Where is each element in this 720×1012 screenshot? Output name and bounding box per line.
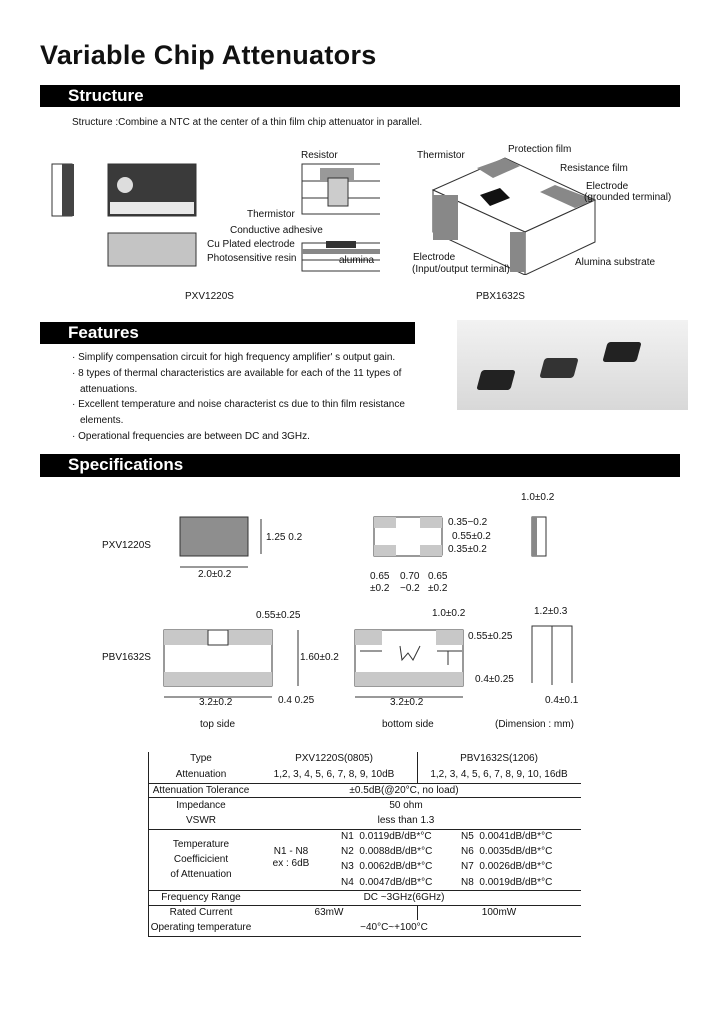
row-frequency-label: Frequency Range: [161, 892, 241, 903]
label-resistance-film: Resistance film: [560, 163, 628, 174]
label-resistor: Resistor: [301, 150, 338, 161]
tc-n5: N5 0.0041dB/dB*°C: [461, 831, 553, 842]
dim-pbv-side-w: 1.2±0.3: [534, 606, 568, 617]
label-conductive-adhesive: Conductive adhesive: [230, 225, 323, 236]
type-pxv: PXV1220S(0805): [295, 753, 373, 764]
dim-pbv-b-width: 3.2±0.2: [390, 697, 424, 708]
feature-3: · Excellent temperature and noise characterist cs due to thin film resistance: [72, 399, 405, 410]
frequency-value: DC ~3GHz(6GHz): [363, 892, 445, 903]
dim-pbv-b-a: 0.55±0.25: [468, 631, 513, 642]
att-pxv: 1,2, 3, 4, 5, 6, 7, 8, 9, 10dB: [273, 769, 395, 780]
vswr-value: less than 1.3: [377, 815, 435, 826]
row-rated-label: Rated Current: [169, 907, 233, 918]
dim-pxv-w2a: 0.70: [400, 571, 420, 582]
dim-pxv-b1: 0.35−0.2: [448, 517, 488, 528]
feature-2-cont: attenuations.: [80, 384, 138, 395]
feature-1: · Simplify compensation circuit for high frequency amplifier' s output gain.: [72, 352, 396, 363]
dim-pbv-side-t: 0.4±0.1: [545, 695, 579, 706]
dim-pxv-w2b: −0.2: [400, 583, 420, 594]
dim-pxv-w3b: ±0.2: [428, 583, 448, 594]
structure-description: Structure :Combine a NTC at the center of a thin film chip attenuator in parallel.: [72, 117, 423, 128]
tc-n7: N7 0.0026dB/dB*°C: [461, 861, 553, 872]
section-header-structure: Structure: [40, 85, 680, 107]
tc-label-2: Coefficicient: [173, 854, 229, 865]
rated-pxv: 63mW: [314, 907, 344, 918]
tc-n6: N6 0.0035dB/dB*°C: [461, 846, 553, 857]
rated-pbv: 100mW: [481, 907, 517, 918]
tc-label-3: of Attenuation: [170, 869, 232, 880]
dim-pxv-side: 1.0±0.2: [521, 492, 555, 503]
dim-pxv-height: 1.25 0.2: [266, 532, 303, 543]
dim-pxv-width: 2.0±0.2: [198, 569, 232, 580]
caption-dimension-unit: (Dimension : mm): [495, 719, 574, 730]
dim-pxv-w1a: 0.65: [370, 571, 390, 582]
label-grounded-terminal: (grounded terminal): [584, 192, 672, 203]
dim-pbv-top-a: 0.55±0.25: [256, 610, 301, 621]
product-photo: [457, 320, 688, 410]
att-pbv: 1,2, 3, 4, 5, 6, 7, 8, 9, 10, 16dB: [430, 769, 568, 780]
row-tolerance-label: Attenuation Tolerance: [152, 785, 250, 796]
feature-4: · Operational frequencies are between DC and 3GHz.: [72, 431, 310, 442]
tc-n8: N8 0.0019dB/dB*°C: [461, 877, 553, 888]
caption-bottom-side: bottom side: [382, 719, 434, 730]
label-alumina: alumina: [339, 255, 375, 266]
tc-n3: N3 0.0062dB/dB*°C: [341, 861, 433, 872]
dim-pxv-label: PXV1220S: [102, 540, 151, 551]
impedance-value: 50 ohm: [389, 800, 423, 811]
feature-3-cont: elements.: [80, 415, 124, 426]
tc-range: N1 - N8: [273, 846, 309, 857]
type-pbv: PBV1632S(1206): [460, 753, 538, 764]
label-protection-film: Protection film: [508, 144, 572, 155]
dim-pbv-width: 3.2±0.2: [199, 697, 233, 708]
row-operating-label: Operating temperature: [150, 922, 252, 933]
tc-n1: N1 0.0119dB/dB*°C: [341, 831, 432, 842]
feature-2: · 8 types of thermal characteristics are available for each of the 11 types of: [72, 368, 402, 379]
label-io-terminal: (Input/output terminal): [412, 264, 510, 275]
spec-table: [148, 752, 581, 937]
dim-pbv-label: PBV1632S: [102, 652, 151, 663]
label-electrode-io: Electrode: [413, 252, 456, 263]
row-type-label: Type: [190, 753, 212, 764]
dim-pbv-bottom: 0.4 0.25: [278, 695, 315, 706]
label-thermistor: Thermistor: [247, 209, 295, 220]
row-attenuation-label: Attenuation: [175, 769, 227, 780]
tolerance-value: ±0.5dB(@20°C, no load): [349, 785, 459, 796]
operating-value: −40°C~+100°C: [360, 922, 428, 933]
dim-pxv-w1b: ±0.2: [370, 583, 390, 594]
dimension-drawings: [90, 485, 590, 735]
section-header-specifications: Specifications: [40, 454, 680, 477]
dim-pxv-b2: 0.55±0.2: [452, 531, 491, 542]
row-vswr-label: VSWR: [186, 815, 216, 826]
caption-pbx1632s: PBX1632S: [476, 291, 525, 302]
dim-pbv-b-b: 0.4±0.25: [475, 674, 514, 685]
caption-top-side: top side: [200, 719, 236, 730]
label-electrode-grounded: Electrode: [586, 181, 629, 192]
dim-pxv-b3: 0.35±0.2: [448, 544, 487, 555]
row-impedance-label: Impedance: [176, 800, 226, 811]
caption-pxv1220s: PXV1220S: [185, 291, 234, 302]
label-thermistor-3d: Thermistor: [417, 150, 465, 161]
dim-pbv-b-top: 1.0±0.2: [432, 608, 466, 619]
page-title: Variable Chip Attenuators: [40, 40, 377, 70]
label-photosensitive-resin: Photosensitive resin: [207, 253, 297, 264]
tc-n2: N2 0.0088dB/dB*°C: [341, 846, 433, 857]
tc-example: ex : 6dB: [272, 858, 310, 869]
label-alumina-substrate: Alumina substrate: [575, 257, 656, 268]
tc-n4: N4 0.0047dB/dB*°C: [341, 877, 433, 888]
label-cu-plated-electrode: Cu Plated electrode: [207, 239, 295, 250]
tc-label-1: Temperature: [172, 839, 230, 850]
dim-pxv-w3a: 0.65: [428, 571, 448, 582]
section-header-features: Features: [40, 322, 415, 344]
dim-pbv-height: 1.60±0.2: [300, 652, 339, 663]
